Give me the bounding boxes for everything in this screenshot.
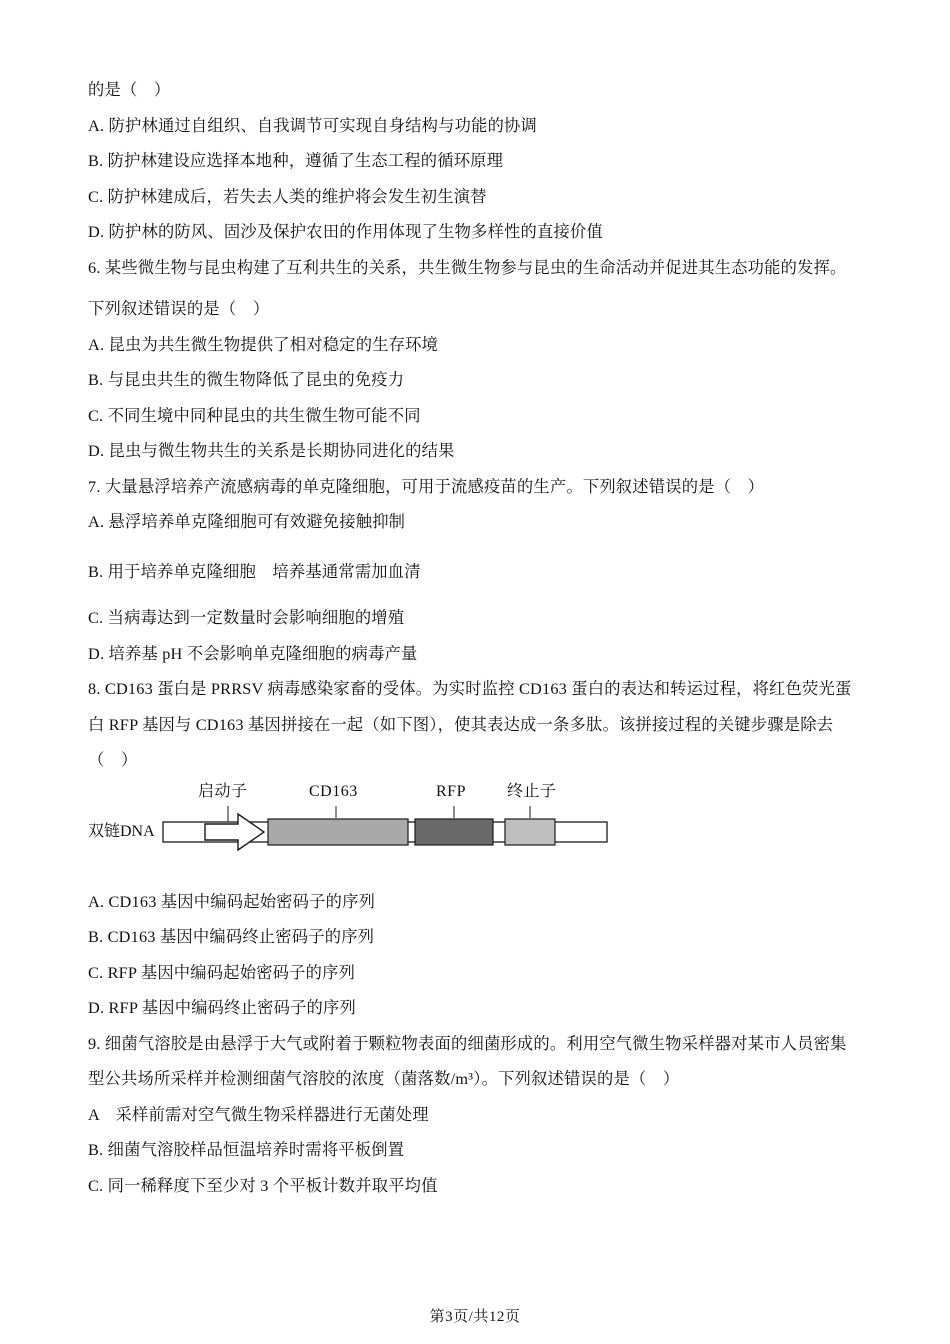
option-line: A. 昆虫为共生微生物提供了相对稳定的生存环境	[88, 334, 439, 354]
question-6-stem: 下列叙述错误的是（ ）	[88, 299, 270, 318]
option-line: B. 细菌气溶胶样品恒温培养时需将平板倒置	[88, 1140, 405, 1159]
option-line: A. CD163 基因中编码起始密码子的序列	[88, 891, 376, 911]
option-line: B. 与昆虫共生的微生物降低了昆虫的免疫力	[88, 370, 405, 389]
option-line: A. 悬浮培养单克隆细胞可有效避免接触抑制	[88, 512, 406, 531]
cd163-label: CD163	[309, 782, 358, 800]
option-line: D. 培养基 pH 不会影响单克隆细胞的病毒产量	[88, 643, 418, 663]
promoter-arrow	[205, 814, 264, 850]
page-content	[88, 72, 866, 1203]
option-line: A 采样前需对空气微生物采样器进行无菌处理	[88, 1104, 429, 1124]
question-8-stem: （ ）	[88, 750, 138, 769]
option-line: D. RFP 基因中编码终止密码子的序列	[88, 998, 356, 1017]
option-line: B. CD163 基因中编码终止密码子的序列	[88, 927, 375, 946]
option-line: C. RFP 基因中编码起始密码子的序列	[88, 962, 356, 982]
question-9-stem: 9. 细菌气溶胶是由悬浮于大气或附着于颗粒物表面的细菌形成的。利用空气微生物采样器对某市人员密集	[88, 1033, 847, 1053]
rfp-segment	[415, 819, 493, 845]
terminator-label: 终止子	[507, 782, 557, 800]
text-line: 的是（ ）	[88, 80, 171, 99]
question-7-stem: 7. 大量悬浮培养产流感病毒的单克隆细胞，可用于流感疫苗的生产。下列叙述错误的是（ ）	[88, 476, 765, 496]
question-9-stem: 型公共场所采样并检测细菌气溶胶的浓度（菌落数/m³）。下列叙述错误的是（ ）	[88, 1069, 680, 1088]
option-line: D. 防护林的防风、固沙及保护农田的作用体现了生物多样性的直接价值	[88, 222, 603, 241]
option-line: A. 防护林通过自组织、自我调节可实现自身结构与功能的协调	[88, 115, 538, 135]
option-line: D. 昆虫与微生物共生的关系是长期协同进化的结果	[88, 441, 455, 460]
rfp-label: RFP	[436, 782, 466, 800]
question-6-stem: 6. 某些微生物与昆虫构建了互利共生的关系，共生微生物参与昆虫的生命活动并促进其生态功能的发挥。	[88, 257, 847, 277]
option-line: C. 同一稀释度下至少对 3 个平板计数并取平均值	[88, 1175, 438, 1195]
dna-label: 双链DNA	[88, 822, 155, 840]
page-number: 第3页/共12页	[429, 1309, 521, 1325]
terminator-segment	[505, 819, 555, 845]
option-line: C. 防护林建成后，若失去人类的维护将会发生初生演替	[88, 186, 487, 206]
gene-construct-figure	[88, 804, 866, 868]
promoter-label: 启动子	[198, 782, 248, 800]
question-8-stem: 白 RFP 基因与 CD163 基因拼接在一起（如下图），使其表达成一条多肽。该拼接过程的关键步骤是除去	[88, 714, 834, 734]
gene-construct-diagram	[88, 782, 866, 884]
option-line: C. 不同生境中同种昆虫的共生微生物可能不同	[88, 405, 421, 425]
option-line: C. 当病毒达到一定数量时会影响细胞的增殖	[88, 608, 405, 627]
option-line: B. 防护林建设应选择本地种，遵循了生态工程的循环原理	[88, 151, 504, 170]
question-8-stem: 8. CD163 蛋白是 PRRSV 病毒感染家畜的受体。为实时监控 CD163 蛋白的表达和转运过程，将红色荧光蛋	[88, 679, 852, 698]
cd163-segment	[268, 819, 408, 845]
option-line: B. 用于培养单克隆细胞 培养基通常需加血清	[88, 561, 421, 581]
